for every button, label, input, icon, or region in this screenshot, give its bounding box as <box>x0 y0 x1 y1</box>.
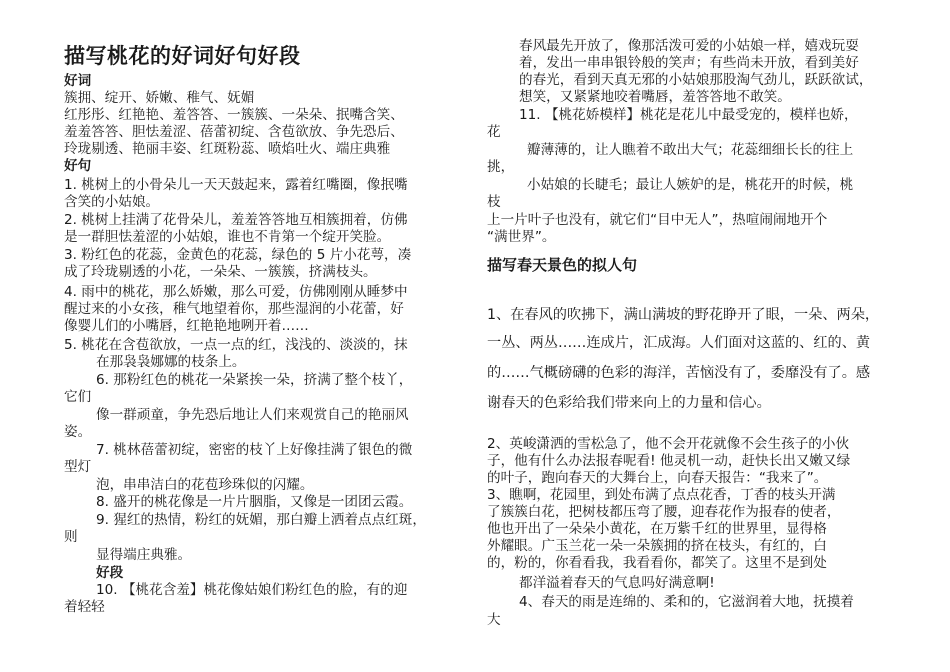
text-line: 红彤彤、红艳艳、羞答答、一簇簇、一朵朵、抿嘴含笑、 <box>64 107 404 123</box>
text-line: 4. 雨中的桃花，那么娇嫩，那么可爱，仿佛刚刚从睡梦中 <box>64 284 408 300</box>
text-line: 小姑娘的长睫毛；最让人嫉妒的是，桃花开的时候，桃 <box>527 177 854 193</box>
text-line: 9. 猩红的热情，粉红的妩媚，那白瓣上洒着点点红斑， <box>96 512 426 528</box>
text-line: 7. 桃林蓓蕾初绽，密密的枝丫上好像挂满了银色的微 <box>96 442 413 458</box>
text-line: 像婴儿们的小嘴唇，红艳艳地咧开着…… <box>64 318 309 334</box>
text-line: 想笑，又紧紧地咬着嘴唇，羞答答地不敢笑。 <box>519 89 791 105</box>
text-line: 显得端庄典雅。 <box>96 547 192 563</box>
text-line: 11. 【桃花娇模样】桃花是花儿中最受宠的，模样也娇， <box>519 107 858 123</box>
text-line: 花 <box>487 124 501 140</box>
subsection-heading: 好段 <box>96 565 124 581</box>
text-line: 它们 <box>64 389 92 405</box>
text-line: 在那袅袅娜娜的枝条上。 <box>96 354 246 370</box>
text-line: 子，他有什么办法报春呢看! 他灵机一动，赶快长出又嫩又绿 <box>487 453 851 469</box>
text-line: 成了玲珑剔透的小花，一朵朵、一簇簇，挤满枝头。 <box>64 264 377 280</box>
text-line: 2、英峻潇洒的雪松急了，他不会开花就像不会生孩子的小伙 <box>487 436 850 452</box>
text-line: 是一群胆怯羞涩的小姑娘，谁也不肯第一个绽开笑脸。 <box>64 229 391 245</box>
text-line: 玲珑剔透、艳丽丰姿、红斑粉蕊、喷焰吐火、端庄典雅 <box>64 141 391 157</box>
page-title: 描写桃花的好词好句好段 <box>64 44 301 68</box>
text-line: 的春光，看到天真无邪的小姑娘那股淘气劲儿，跃跃欲试， <box>519 72 873 88</box>
text-line: 大 <box>487 612 501 628</box>
text-line: “满世界”。 <box>487 229 556 245</box>
text-line: 醒过来的小女孩，稚气地望着你，那些湿润的小花蕾，好 <box>64 301 404 317</box>
text-line: 都洋溢着春天的气息吗好满意啊! <box>519 575 715 591</box>
text-line: 像一群顽童，争先恐后地让人们来观赏自己的艳丽风 <box>96 407 409 423</box>
text-line: 的……气概磅礴的色彩的海洋，苦恼没有了，委靡没有了。感 <box>487 365 871 381</box>
text-line: 3、瞧啊，花园里，到处布满了点点花香，丁香的枝头开满 <box>487 487 836 503</box>
text-line: 着轻轻 <box>64 599 105 615</box>
text-line: 含笑的小姑娘。 <box>64 194 160 210</box>
text-line: 1、在春风的吹拂下，满山满坡的野花睁开了眼，一朵、两朵， <box>487 307 880 323</box>
subsection-heading: 好句 <box>64 158 92 174</box>
text-line: 泡，串串洁白的花苞珍珠似的闪耀。 <box>96 477 314 493</box>
text-line: 6. 那粉红色的桃花一朵紧挨一朵，挤满了整个枝丫， <box>96 372 413 388</box>
text-line: 4、春天的雨是连绵的、柔和的，它滋润着大地，抚摸着 <box>519 594 854 610</box>
text-line: 他也开出了一朵朵小黄花，在万紫千红的世界里，显得格 <box>487 521 827 537</box>
text-line: 上一片叶子也没有，就它们“目中无人”，热喧闹闹地开个 <box>487 212 828 228</box>
text-line: 羞羞答答、胆怯羞涩、蓓蕾初绽、含苞欲放、争先恐后、 <box>64 124 404 140</box>
text-line: 挑， <box>487 159 515 175</box>
text-line: 的，粉的，你看看我，我看看你，都笑了。这里不是到处 <box>487 555 827 571</box>
text-line: 则 <box>64 529 78 545</box>
text-line: 谢春天的色彩给我们带来向上的力量和信心。 <box>487 395 771 411</box>
text-line: 了簇簇白花，把树枝都压弯了腰，迎春花作为报春的使者， <box>487 504 841 520</box>
text-line: 5. 桃花在含苞欲放，一点一点的红，浅浅的、淡淡的，抹 <box>64 337 408 353</box>
text-line: 姿。 <box>64 424 92 440</box>
text-line: 10. 【桃花含羞】桃花像姑娘们粉红色的脸，有的迎 <box>96 582 408 598</box>
text-line: 的叶子，跑向春天的大舞台上，向春天报告：“我来了”。 <box>487 470 828 486</box>
section-heading: 描写春天景色的拟人句 <box>487 256 638 274</box>
text-line: 型灯 <box>64 459 92 475</box>
subsection-heading: 好词 <box>64 73 92 89</box>
text-line: 着，发出一串串银铃般的笑声；有些尚未开放，看到美好 <box>519 55 859 71</box>
text-line: 1. 桃树上的小骨朵儿一天天鼓起来，露着红嘴圈，像抿嘴 <box>64 177 408 193</box>
text-line: 3. 粉红色的花蕊，金黄色的花蕊，绿色的 5 片小花萼，凑 <box>64 247 412 263</box>
text-line: 瓣薄薄的，让人瞧着不敢出大气；花蕊细细长长的往上 <box>527 142 854 158</box>
text-line: 2. 桃树上挂满了花骨朵儿，羞羞答答地互相簇拥着，仿佛 <box>64 212 408 228</box>
text-line: 8. 盛开的桃花像是一片片胭脂，又像是一团团云霞。 <box>96 494 413 510</box>
text-line: 外耀眼。广玉兰花一朵一朵簇拥的挤在枝头，有红的，白 <box>487 538 827 554</box>
text-line: 一丛、两丛……连成片，汇成海。人们面对这蓝的、红的、黄 <box>487 335 871 351</box>
text-line: 枝 <box>487 194 501 210</box>
text-line: 春风最先开放了，像那活泼可爱的小姑娘一样，嬉戏玩耍 <box>519 38 859 54</box>
text-line: 簇拥、绽开、娇嫩、稚气、妩媚 <box>64 90 255 106</box>
